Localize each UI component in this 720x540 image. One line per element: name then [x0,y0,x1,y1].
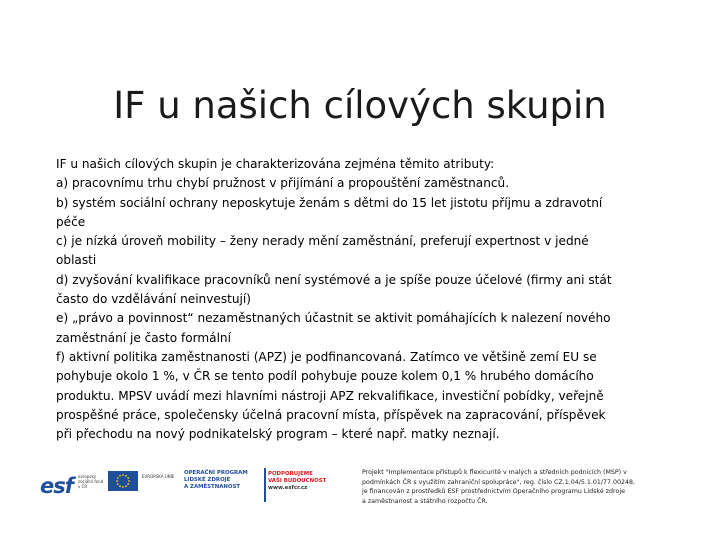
op-line: OPERAČNÍ PROGRAM [184,470,248,476]
body-line: při přechodu na nový podnikatelský program – které např. matky neznají. [56,427,500,442]
project-note [362,468,692,506]
note-line: podmínkách ČR s využitím zahraniční spolupráce", reg. číslo CZ.1.04/5.1.01/77.00248, [362,478,636,486]
body-line: f) aktivní politika zaměstnanosti (APZ) je podfinancovaná. Zatímco ve většině zemí EU se [56,349,597,364]
footer-logos [38,468,344,502]
body-line: zaměstnání je často formální [56,330,231,345]
body-line: produktu. MPSV uvádí mezi hlavními nástroji APZ rekvalifikace, investiční pobídky, veřejně [56,388,604,403]
esf-logo [38,468,104,502]
podporujeme-text [268,471,346,492]
body-line: d) zvyšování kvalifikace pracovníků není systémové a je spíše pouze účelové (firmy ani stát [56,272,612,287]
op-lzz-text [184,470,264,491]
esf-caption: evropský sociální fond v ČR [78,474,104,489]
body-line: c) je nízká úroveň mobility – ženy nerady mění zaměstnání, preferují expertnost v jedné [56,234,589,249]
eu-caption: EVROPSKÁ UNIE [142,474,175,479]
body-line: pohybuje okolo 1 %, v ČR se tento podíl pohybuje pouze kolem 0,1 % hrubého domácího [56,369,594,384]
eu-flag-icon [108,471,138,491]
body-line: a) pracovnímu trhu chybí pružnost v přijímání a propouštění zaměstnanců. [56,176,510,191]
body-line: péče [56,214,86,229]
body-line: oblasti [56,253,97,268]
body-line: prospěšné práce, společensky účelná pracovní místa, příspěvek na zapracování, příspěvek [56,407,606,422]
op-lzz-logo [184,468,262,502]
logo-divider [264,468,266,502]
slide-body [56,155,666,444]
note-line: je financován z prostředků ESF prostřednictvím Operačního programu Lidské zdroje [362,488,625,496]
body-line: často do vzdělávání neinvestují) [56,292,251,307]
esf-mark: esf [40,474,73,498]
body-line: e) „právo a povinnost“ nezaměstnaných účastnit se aktivit pomáhajících k nalezení nového [56,311,611,326]
op-line: LIDSKÉ ZDROJE [184,477,231,483]
body-line: b) systém sociální ochrany neposkytuje ženám s dětmi do 15 let jistotu příjmu a zdravotní [56,195,603,210]
slide-title: IF u našich cílových skupin [113,84,607,127]
pod-line: VAŠI BUDOUCNOST [268,478,327,484]
eu-logo [108,468,180,502]
pod-url: www.esfcr.cz [268,485,308,491]
note-line: a zaměstnanost a státního rozpočtu ČR. [362,497,488,505]
podporujeme-logo [264,468,344,502]
body-line: IF u našich cílových skupin je charakterizována zejména těmito atributy: [56,157,495,171]
note-line: Projekt "Implementace přístupů k flexicuritě v malých a středních podnicích (MSP) v [362,469,627,476]
pod-line: PODPORUJEME [268,471,313,477]
op-line: A ZAMĚSTNANOST [184,484,241,490]
